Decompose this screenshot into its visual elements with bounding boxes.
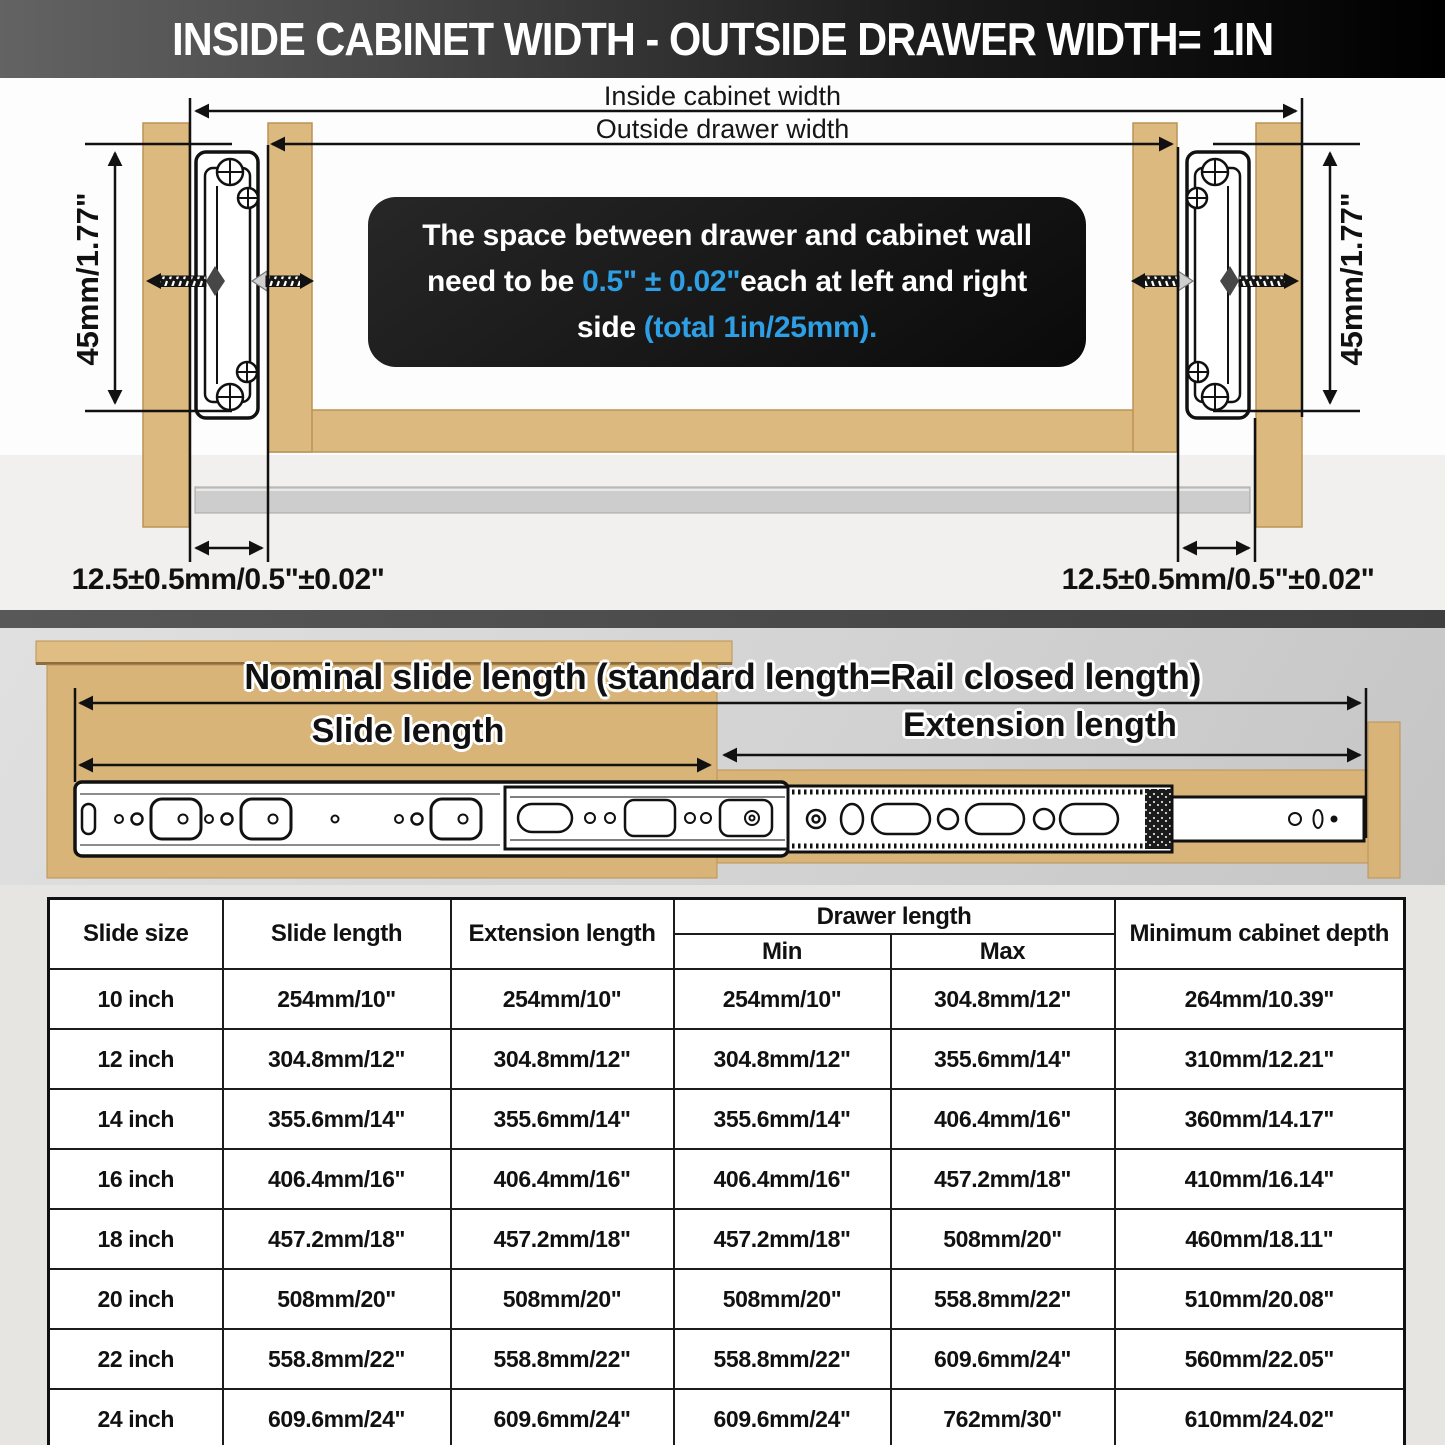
left-height-label: 45mm/1.77" <box>70 192 105 366</box>
table-cell: 360mm/14.17" <box>1115 1089 1405 1149</box>
slide-size-table <box>47 897 1406 1445</box>
table-cell: 304.8mm/12" <box>891 969 1115 1029</box>
drawer-slide-rail-icon <box>75 782 1364 856</box>
header-min: Min <box>674 934 891 969</box>
table-cell: 558.8mm/22" <box>451 1329 674 1389</box>
spacing-note-box <box>368 197 1086 367</box>
table-cell: 560mm/22.05" <box>1115 1329 1405 1389</box>
table-cell: 460mm/18.11" <box>1115 1209 1405 1269</box>
section-divider <box>0 610 1445 628</box>
table-cell: 18 inch <box>49 1209 223 1269</box>
header-extension-length: Extension length <box>451 899 674 970</box>
table-cell: 457.2mm/18" <box>674 1209 891 1269</box>
table-cell: 510mm/20.08" <box>1115 1269 1405 1329</box>
table-cell: 16 inch <box>49 1149 223 1209</box>
table-cell: 304.8mm/12" <box>223 1029 451 1089</box>
table-cell: 254mm/10" <box>451 969 674 1029</box>
table-cell: 508mm/20" <box>451 1269 674 1329</box>
table-cell: 609.6mm/24" <box>674 1389 891 1445</box>
table-cell: 558.8mm/22" <box>223 1329 451 1389</box>
table-cell: 558.8mm/22" <box>674 1329 891 1389</box>
table-cell: 508mm/20" <box>674 1269 891 1329</box>
table-row <box>49 1029 1405 1089</box>
banner-title: INSIDE CABINET WIDTH - OUTSIDE DRAWER WIDTH= 1IN <box>171 13 1274 65</box>
drawer-bottom-panel <box>270 410 1175 452</box>
header-slide-size: Slide size <box>49 899 223 970</box>
extension-length-label: Extension length <box>903 706 1177 744</box>
table-header-row <box>49 899 1405 935</box>
header-max: Max <box>891 934 1115 969</box>
table-cell: 410mm/16.14" <box>1115 1149 1405 1209</box>
note-line-1: The space between drawer and cabinet wall <box>422 219 1032 252</box>
table-cell: 20 inch <box>49 1269 223 1329</box>
table-cell: 406.4mm/16" <box>891 1089 1115 1149</box>
table-cell: 304.8mm/12" <box>451 1029 674 1089</box>
table-cell: 24 inch <box>49 1389 223 1445</box>
table-cell: 609.6mm/24" <box>451 1389 674 1445</box>
banner <box>0 0 1445 78</box>
table-row <box>49 1389 1405 1445</box>
note-line-2: need to be 0.5" ± 0.02"each at left and right <box>427 265 1027 298</box>
table-cell: 406.4mm/16" <box>451 1149 674 1209</box>
outside-drawer-width-label: Outside drawer width <box>595 114 850 144</box>
header-min-cabinet-depth: Minimum cabinet depth <box>1115 899 1405 970</box>
table-row <box>49 1149 1405 1209</box>
table-cell: 14 inch <box>49 1089 223 1149</box>
nominal-length-title: Nominal slide length (standard length=Rail closed length) <box>244 656 1201 697</box>
table-cell: 310mm/12.21" <box>1115 1029 1405 1089</box>
table-cell: 254mm/10" <box>674 969 891 1029</box>
table-cell: 457.2mm/18" <box>223 1209 451 1269</box>
table-cell: 10 inch <box>49 969 223 1029</box>
right-height-label: 45mm/1.77" <box>1334 192 1369 366</box>
left-gap-label: 12.5±0.5mm/0.5"±0.02" <box>71 563 385 596</box>
table-row <box>49 969 1405 1029</box>
header-drawer-length: Drawer length <box>674 899 1115 935</box>
table-cell: 508mm/20" <box>223 1269 451 1329</box>
table-cell: 304.8mm/12" <box>674 1029 891 1089</box>
table-cell: 406.4mm/16" <box>674 1149 891 1209</box>
header-slide-length: Slide length <box>223 899 451 970</box>
table-cell: 355.6mm/14" <box>451 1089 674 1149</box>
table-cell: 609.6mm/24" <box>223 1389 451 1445</box>
drawer-front-panel <box>1368 722 1400 878</box>
table-row <box>49 1089 1405 1149</box>
table-cell: 457.2mm/18" <box>451 1209 674 1269</box>
table-cell: 558.8mm/22" <box>891 1269 1115 1329</box>
table-cell: 12 inch <box>49 1029 223 1089</box>
table-cell: 406.4mm/16" <box>223 1149 451 1209</box>
size-table-section <box>0 885 1445 1445</box>
table-cell: 609.6mm/24" <box>891 1329 1115 1389</box>
right-gap-label: 12.5±0.5mm/0.5"±0.02" <box>1061 563 1375 596</box>
table-row <box>49 1209 1405 1269</box>
slide-length-label: Slide length <box>311 712 505 750</box>
table-cell: 22 inch <box>49 1329 223 1389</box>
table-row <box>49 1269 1405 1329</box>
table-row <box>49 1329 1405 1389</box>
table-cell: 508mm/20" <box>891 1209 1115 1269</box>
table-cell: 254mm/10" <box>223 969 451 1029</box>
table-cell: 355.6mm/14" <box>223 1089 451 1149</box>
table-cell: 762mm/30" <box>891 1389 1115 1445</box>
table-cell: 457.2mm/18" <box>891 1149 1115 1209</box>
table-cell: 355.6mm/14" <box>891 1029 1115 1089</box>
table-cell: 610mm/24.02" <box>1115 1389 1405 1445</box>
note-line-3: side (total 1in/25mm). <box>576 311 878 344</box>
table-cell: 355.6mm/14" <box>674 1089 891 1149</box>
table-cell: 264mm/10.39" <box>1115 969 1405 1029</box>
inside-cabinet-width-label: Inside cabinet width <box>603 81 842 111</box>
